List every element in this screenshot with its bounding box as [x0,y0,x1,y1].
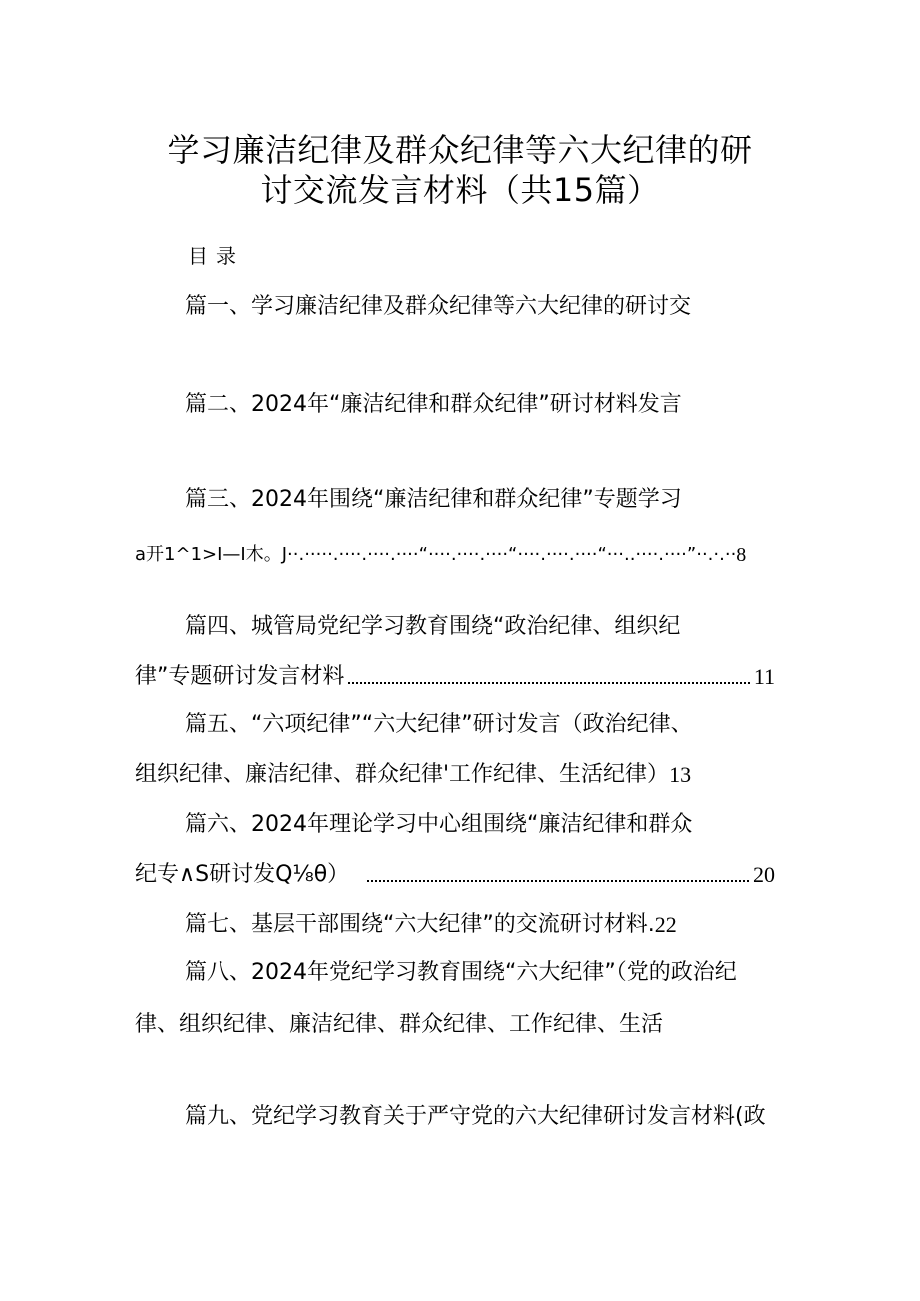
toc-entry-3-line-2 [135,540,775,570]
dot-leader [348,681,749,684]
toc-entry-text: 篇三、2024年围绕“廉洁纪律和群众纪律”专题学习 [185,487,682,512]
toc-entry-text: 篇五、“六项纪律”“六大纪律”研讨发言（政治纪律、 [185,712,693,737]
leader-dot: . [647,912,655,937]
title-line-1: 学习廉洁纪律及群众纪律等六大纪律的研 [167,131,753,169]
toc-entry-text: 组织纪律、廉洁纪律、群众纪律'工作纪律、生活纪律） [135,762,670,787]
page-number: 22 [654,912,677,937]
toc-entry-4-line-1 [185,612,805,642]
toc-entry-6-line-1 [185,810,805,840]
toc-entry-text: 篇八、2024年党纪学习教育围绕“六大纪律”（党的政治纪 [185,960,737,985]
toc-entry-text: 律”专题研讨发言材料 [135,664,345,689]
toc-entry-4-line-2 [135,662,775,692]
toc-entry-2-line-1 [185,390,805,420]
toc-entry-3-line-1 [185,485,805,515]
toc-entry-1-line-1 [185,292,805,322]
toc-entry-text: 篇六、2024年理论学习中心组围绕“廉洁纪律和群众 [185,812,693,837]
toc-entry-text: 纪专∧S研讨发Q⅛θ） [135,862,350,887]
toc-entry-9-line-1 [185,1102,805,1132]
toc-entry-text: a开1^1>I—I木。J··.·····.····.····.····“····.····.····“····.····.····“···..····.····”··.·.·· [135,544,737,565]
toc-entry-text: 篇二、2024年“廉洁纪律和群众纪律”研讨材料发言 [185,392,682,417]
page-number: 8 [736,544,747,566]
toc-entry-7-line-1 [185,910,805,940]
page-number: 13 [669,762,692,787]
toc-entry-5-line-2 [135,760,775,790]
page-number: 11 [753,664,775,689]
toc-entry-8-line-2 [135,1010,775,1040]
toc-entry-text: 律、组织纪律、廉洁纪律、群众纪律、工作纪律、生活 [135,1012,664,1037]
dot-leader [367,879,749,882]
page-number: 20 [753,862,775,887]
toc-entry-text: 篇四、城管局党纪学习教育围绕“政治纪律、组织纪 [185,614,681,639]
toc-entry-8-line-1 [185,958,805,988]
toc-heading: 目录 [188,244,244,268]
toc-entry-5-line-1 [185,710,805,740]
toc-entry-text: 篇一、学习廉洁纪律及群众纪律等六大纪律的研讨交 [185,294,692,319]
title-line-2: 讨交流发言材料（共15篇） [260,171,660,209]
toc-entry-text: 篇七、基层干部围绕“六大纪律”的交流研讨材料 [185,912,648,937]
toc-entry-text: 篇九、党纪学习教育关于严守党的六大纪律研讨发言材料(政 [185,1104,766,1129]
toc-entry-6-line-2 [135,860,775,890]
